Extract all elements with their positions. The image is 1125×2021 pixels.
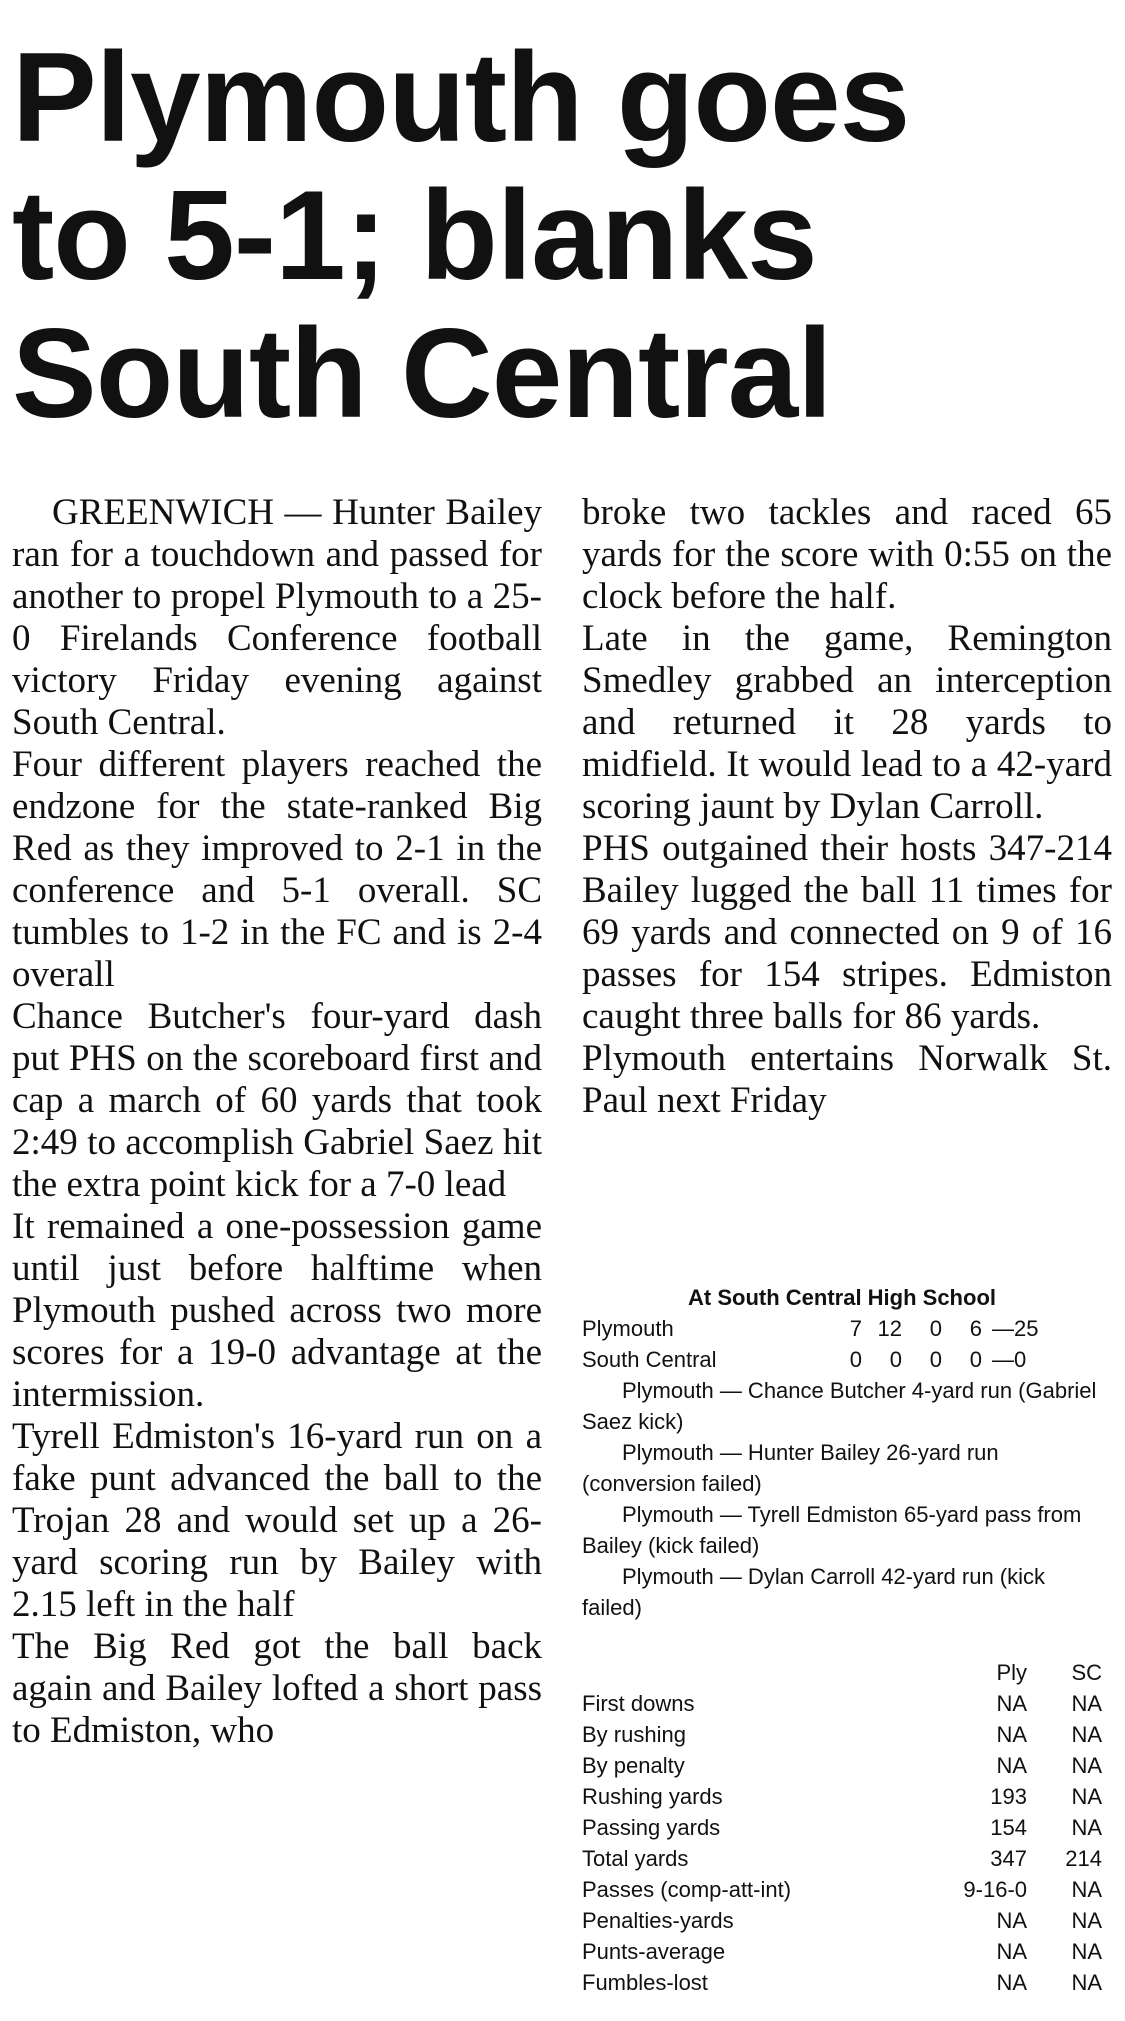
paragraph: GREENWICH — Hunter Bailey ran for a touchdown and passed for another to propel Plymouth to a 25-0 Firelands Conference football victory Friday evening against South Central. (12, 492, 542, 743)
line-score-quarter: 0 (929, 1347, 942, 1372)
line-score-quarter: 7 (849, 1316, 862, 1341)
stat-sc: NA (1071, 1784, 1102, 1809)
stat-sc: NA (1071, 1753, 1102, 1778)
stat-sc: NA (1071, 1691, 1102, 1716)
stats-header-spacer (582, 1657, 922, 1688)
paragraph: It remained a one-possession game until just before halftime when Plymouth pushed across two more scores for a 19-0 advantage at the intermission. (12, 1206, 542, 1415)
stat-ply: NA (996, 1753, 1027, 1778)
stat-sc: NA (1071, 1970, 1102, 1995)
scoring-summary (582, 1375, 1102, 1623)
stat-label: Rushing yards (582, 1784, 723, 1809)
stat-sc: NA (1071, 1877, 1102, 1902)
line-score-quarter: 0 (849, 1347, 862, 1372)
stats-header-ply: Ply (996, 1660, 1027, 1685)
stat-ply: NA (996, 1722, 1027, 1747)
stat-row (582, 1750, 1102, 1781)
headline-line: to 5-1; blanks (12, 164, 817, 306)
stat-row (582, 1936, 1102, 1967)
article-column-left (12, 492, 542, 1752)
stat-label: Punts-average (582, 1939, 726, 1964)
stat-row (582, 1905, 1102, 1936)
stat-label: First downs (582, 1691, 695, 1716)
headline (12, 28, 1112, 442)
stats-header-row (582, 1657, 1102, 1688)
stat-sc: 214 (1065, 1846, 1102, 1871)
line-score-team: South Central (582, 1347, 717, 1372)
stat-row (582, 1843, 1102, 1874)
paragraph: Late in the game, Remington Smedley grabbed an interception and returned it 28 yards to midfield. It would lead to a 42-yard scoring jaunt by Dylan Carroll. (582, 618, 1112, 827)
line-score-row (582, 1344, 1102, 1375)
box-score-title: At South Central High School (688, 1285, 996, 1310)
stat-row (582, 1781, 1102, 1812)
article-column-right (582, 492, 1112, 1122)
paragraph: PHS outgained their hosts 347-214 Bailey lugged the ball 11 times for 69 yards and connected on 9 of 16 passes for 154 stripes. Edmiston caught three balls for 86 yards. (582, 828, 1112, 1037)
stat-sc: NA (1071, 1722, 1102, 1747)
paragraph: Plymouth entertains Norwalk St. Paul next Friday (582, 1038, 1112, 1121)
headline-line: Plymouth goes (12, 26, 910, 168)
paragraph: Four different players reached the endzone for the state-ranked Big Red as they improved to 2-1 in the conference and 5-1 overall. SC tumbles to 1-2 in the FC and is 2-4 overall (12, 744, 542, 995)
stat-row (582, 1812, 1102, 1843)
paragraph: broke two tackles and raced 65 yards for the score with 0:55 on the clock before the half. (582, 492, 1112, 617)
stat-label: Total yards (582, 1846, 689, 1871)
line-score-row (582, 1313, 1102, 1344)
headline-line: South Central (12, 302, 832, 444)
line-score-total: —0 (992, 1347, 1027, 1372)
stat-row (582, 1688, 1102, 1719)
stats-header-sc: SC (1071, 1660, 1102, 1685)
stat-ply: 193 (990, 1784, 1027, 1809)
line-score-quarter: 6 (969, 1316, 982, 1341)
line-score-team: Plymouth (582, 1316, 674, 1341)
stat-ply: NA (996, 1970, 1027, 1995)
scoring-play: Plymouth — Chance Butcher 4-yard run (Gabriel Saez kick) (582, 1378, 1097, 1434)
stat-sc: NA (1071, 1908, 1102, 1933)
stat-row (582, 1967, 1102, 1998)
stat-label: By rushing (582, 1722, 686, 1747)
scoring-play: Plymouth — Dylan Carroll 42-yard run (kick failed) (582, 1564, 1046, 1620)
team-stats (582, 1657, 1102, 1998)
stat-label: By penalty (582, 1753, 685, 1778)
line-score-quarter: 0 (889, 1347, 902, 1372)
stat-sc: NA (1071, 1939, 1102, 1964)
scoring-play: Plymouth — Hunter Bailey 26-yard run (conversion failed) (582, 1440, 999, 1496)
stat-ply: 347 (990, 1846, 1027, 1871)
stat-label: Passing yards (582, 1815, 721, 1840)
paragraph: The Big Red got the ball back again and Bailey lofted a short pass to Edmiston, who (12, 1626, 542, 1751)
box-score (582, 1282, 1102, 1998)
line-score-quarter: 0 (929, 1316, 942, 1341)
stat-sc: NA (1071, 1815, 1102, 1840)
line-score-quarter: 12 (877, 1316, 902, 1341)
stat-ply: 9-16-0 (963, 1877, 1027, 1902)
paragraph: Chance Butcher's four-yard dash put PHS on the scoreboard first and cap a march of 60 yards that took 2:49 to accomplish Gabriel Saez hit the extra point kick for a 7-0 lead (12, 996, 542, 1205)
stat-ply: NA (996, 1908, 1027, 1933)
line-score-total: —25 (992, 1316, 1039, 1341)
stat-ply: NA (996, 1691, 1027, 1716)
scoring-play: Plymouth — Tyrell Edmiston 65-yard pass from Bailey (kick failed) (582, 1502, 1082, 1558)
stat-label: Fumbles-lost (582, 1970, 708, 1995)
paragraph: Tyrell Edmiston's 16-yard run on a fake punt advanced the ball to the Trojan 28 and would set up a 26-yard scoring run by Bailey with 2.15 left in the half (12, 1416, 542, 1625)
stat-row (582, 1719, 1102, 1750)
stat-row (582, 1874, 1102, 1905)
stat-ply: NA (996, 1939, 1027, 1964)
line-score-quarter: 0 (969, 1347, 982, 1372)
stat-label: Passes (comp-att-int) (582, 1877, 792, 1902)
stat-label: Penalties-yards (582, 1908, 734, 1933)
stat-ply: 154 (990, 1815, 1027, 1840)
